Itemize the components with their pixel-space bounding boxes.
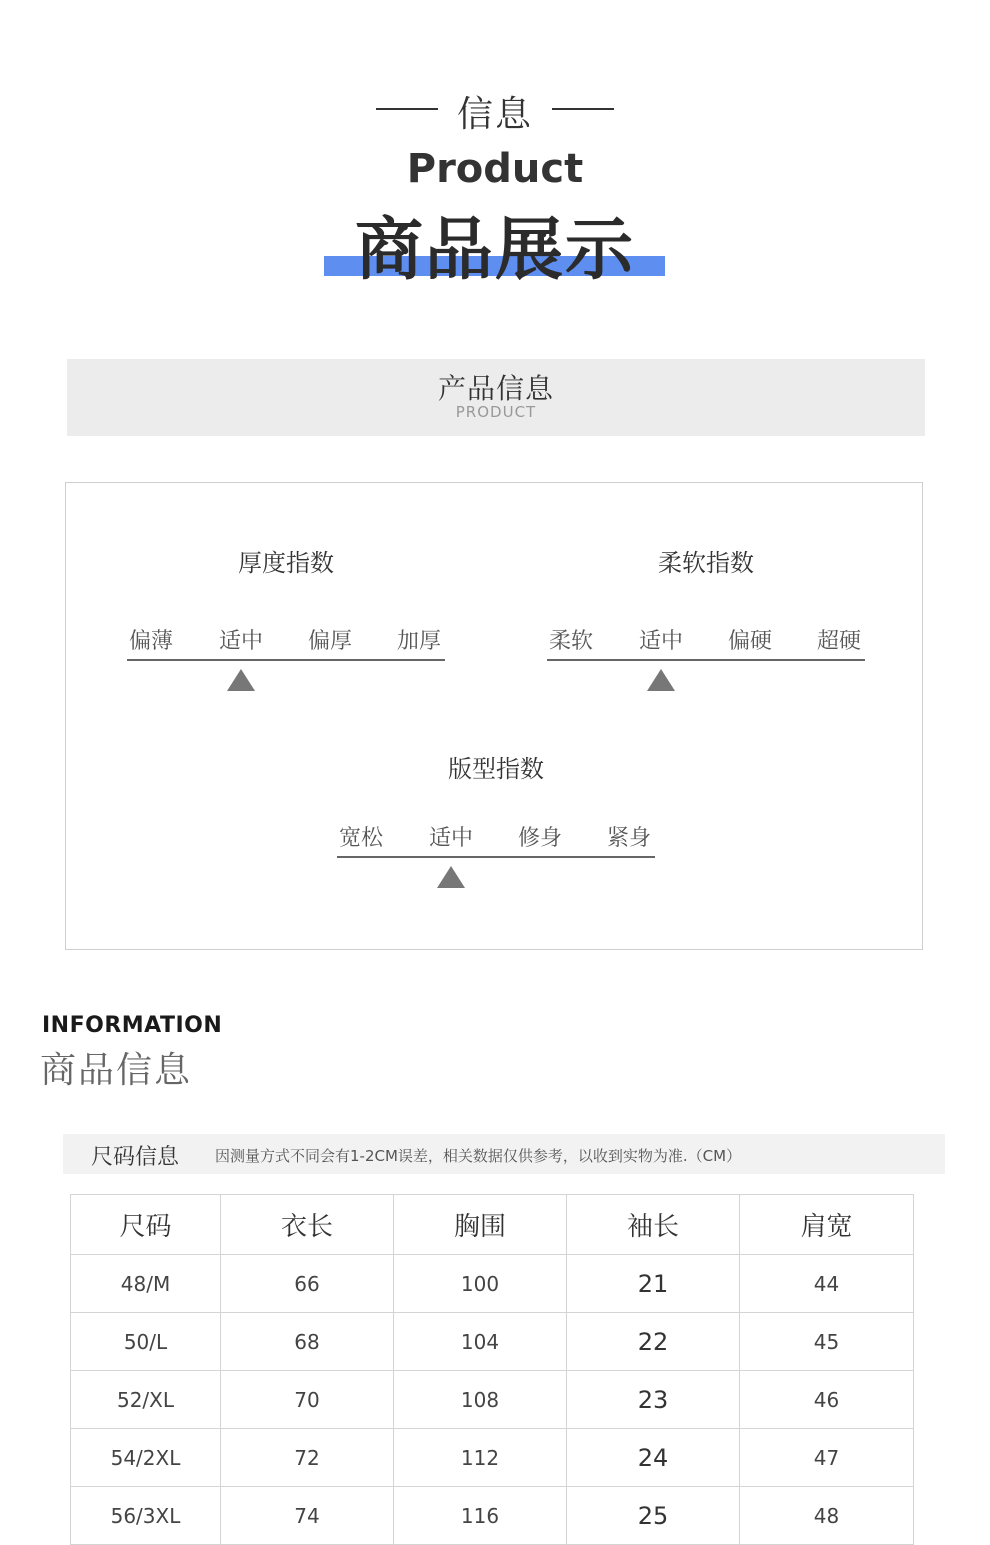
chest-cell: 108 (394, 1371, 567, 1429)
fit-option: 适中 (428, 826, 473, 851)
fit-option: 紧身 (606, 826, 651, 851)
size-info-title: 尺码信息 (91, 1145, 180, 1170)
length-cell: 68 (221, 1313, 394, 1371)
header-cn-title: 商品展示 (354, 211, 635, 290)
softness-option: 超硬 (816, 629, 861, 654)
length-cell: 70 (221, 1371, 394, 1429)
size-info-strip (63, 1134, 945, 1174)
softness-option: 偏硬 (727, 629, 772, 654)
length-cell: 72 (221, 1429, 394, 1487)
thickness-option: 加厚 (396, 629, 441, 654)
size-cell: 52/XL (71, 1371, 221, 1429)
fit-option: 修身 (517, 826, 562, 851)
table-row (71, 1371, 914, 1429)
col-header-size: 尺码 (71, 1195, 221, 1255)
col-header-shoulder: 肩宽 (740, 1195, 914, 1255)
softness-option: 适中 (638, 629, 683, 654)
sleeve-cell: 21 (567, 1255, 740, 1313)
length-cell: 66 (221, 1255, 394, 1313)
shoulder-cell: 47 (740, 1429, 914, 1487)
size-table-header-row (71, 1195, 914, 1255)
sleeve-cell: 22 (567, 1313, 740, 1371)
softness-option: 柔软 (548, 629, 593, 654)
fit-option: 宽松 (338, 826, 383, 851)
fit-marker-triangle-icon (437, 866, 465, 888)
col-header-length: 衣长 (221, 1195, 394, 1255)
index-panel (65, 482, 923, 950)
information-en-title: INFORMATION (42, 1013, 223, 1038)
size-cell: 56/3XL (71, 1487, 221, 1545)
thickness-option: 偏薄 (128, 629, 173, 654)
thickness-index-title: 厚度指数 (238, 549, 334, 577)
shoulder-cell: 46 (740, 1371, 914, 1429)
size-table (70, 1194, 914, 1545)
size-cell: 48/M (71, 1255, 221, 1313)
table-row (71, 1313, 914, 1371)
header-en-title: Product (406, 146, 584, 192)
fit-index-title: 版型指数 (448, 755, 544, 783)
size-cell: 54/2XL (71, 1429, 221, 1487)
thickness-option: 偏厚 (307, 629, 352, 654)
softness-marker-triangle-icon (647, 669, 675, 691)
sleeve-cell: 25 (567, 1487, 740, 1545)
thickness-marker-triangle-icon (227, 669, 255, 691)
chest-cell: 116 (394, 1487, 567, 1545)
information-cn-title: 商品信息 (40, 1050, 193, 1091)
size-info-note: 因测量方式不同会有1-2CM误差，相关数据仅供参考，以收到实物为准.（CM） (215, 1147, 742, 1165)
shoulder-cell: 45 (740, 1313, 914, 1371)
table-row (71, 1429, 914, 1487)
table-row (71, 1487, 914, 1545)
sleeve-cell: 24 (567, 1429, 740, 1487)
length-cell: 74 (221, 1487, 394, 1545)
softness-scale-line (547, 659, 865, 661)
softness-index-title: 柔软指数 (658, 549, 754, 577)
size-cell: 50/L (71, 1313, 221, 1371)
chest-cell: 112 (394, 1429, 567, 1487)
product-info-subtitle: PRODUCT (455, 403, 537, 421)
thickness-option: 适中 (218, 629, 263, 654)
product-info-band (67, 359, 925, 436)
shoulder-cell: 48 (740, 1487, 914, 1545)
thickness-scale-line (127, 659, 445, 661)
col-header-sleeve: 袖长 (567, 1195, 740, 1255)
fit-scale-line (337, 856, 655, 858)
shoulder-cell: 44 (740, 1255, 914, 1313)
sleeve-cell: 23 (567, 1371, 740, 1429)
chest-cell: 104 (394, 1313, 567, 1371)
product-info-title: 产品信息 (437, 372, 554, 405)
header-small-title: 信息 (456, 94, 533, 135)
chest-cell: 100 (394, 1255, 567, 1313)
table-row (71, 1255, 914, 1313)
col-header-chest: 胸围 (394, 1195, 567, 1255)
